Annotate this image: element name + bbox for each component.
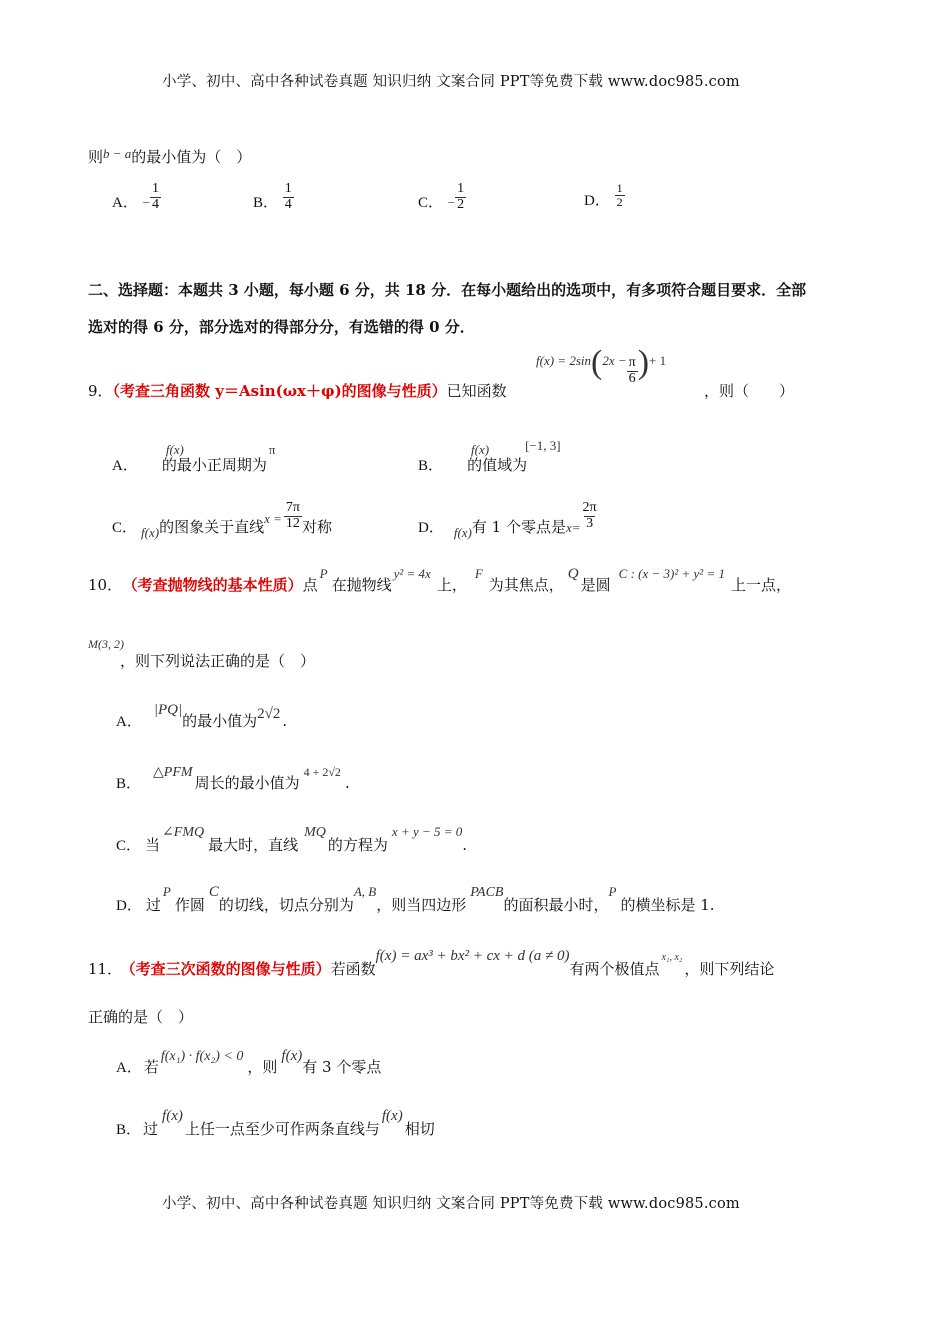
option-letter: B． (253, 195, 279, 212)
math-P: P (162, 884, 171, 899)
math-fx: f(x) (281, 1048, 303, 1064)
formula-part: f(x) = 2sin (536, 353, 591, 368)
denominator: 12 (285, 515, 300, 531)
math-fx: f(x) (162, 1108, 183, 1124)
math-PACB: PACB (470, 885, 504, 900)
math-circle: C : (x − 3)² + y² = 1 (618, 566, 725, 581)
question-topic: （考查抛物线的基本性质） (130, 576, 303, 594)
math-MQ: MQ (304, 825, 326, 840)
fraction (627, 356, 638, 386)
q8-option-c[interactable] (418, 182, 466, 212)
question-number: 9． (88, 382, 113, 400)
q10-option-c[interactable] (116, 820, 468, 856)
math-fx: f(x) (141, 525, 160, 541)
option-text: 最大时，直线 (208, 836, 299, 854)
option-text: 的最小正周期为 (161, 456, 267, 474)
question-10-stem (88, 560, 791, 596)
question-topic: （考查三角函数 y＝Asin(ωx＋φ)的图像与性质） (112, 382, 447, 400)
math-fx: f(x) (381, 1108, 403, 1124)
option-letter: D． (418, 520, 444, 537)
option-text: 的方程为 (327, 836, 388, 854)
option-text: 的值域为 (467, 456, 528, 474)
stem-text: 点 (302, 576, 318, 594)
option-letter: D． (116, 898, 142, 914)
q8-stem (88, 146, 251, 167)
numerator: 1 (284, 181, 292, 196)
stem-text: 是圆 (580, 576, 611, 594)
numerator: 1 (616, 181, 623, 195)
option-value: 4 + 2√2 (303, 765, 341, 779)
option-letter: C． (116, 838, 142, 854)
option-letter: B． (116, 1122, 142, 1138)
question-11-stem (88, 940, 775, 980)
q9-option-a[interactable] (112, 438, 276, 478)
option-text: 相切 (404, 1120, 435, 1138)
math-fx: f(x) (453, 525, 472, 541)
sign: − (447, 195, 456, 211)
q11-option-a[interactable] (116, 1040, 382, 1080)
q9-option-b[interactable] (418, 438, 561, 478)
option-text: 的最小值为 (182, 712, 258, 730)
option-text: ，则 (247, 1058, 278, 1076)
option-text: 的图象关于直线 (159, 518, 265, 537)
option-value: [−1, 3] (525, 438, 561, 453)
option-text: 的横坐标是 1. (620, 896, 715, 914)
formula-part: 2x − (602, 353, 627, 368)
formula-part: + 1 (649, 353, 667, 368)
q11-option-b[interactable] (116, 1102, 435, 1142)
math-parabola: y² = 4x (393, 566, 431, 581)
option-letter: A． (112, 195, 138, 212)
option-text: 有 3 个零点 (302, 1058, 382, 1076)
denominator: 2 (616, 194, 623, 209)
option-value: π (268, 442, 276, 457)
numerator: π (628, 354, 636, 370)
option-value: x + y − 5 = 0 (391, 824, 463, 839)
math-P: P (608, 884, 617, 899)
option-text: ，则当四边形 (376, 896, 467, 914)
question-topic: （考查三次函数的图像与性质） (128, 960, 331, 978)
section-2-instructions-line1: 二、选择题：本题共 3 小题，每小题 6 分，共 18 分．在每小题给出的选项中，有多项符合题目要求．全部 (88, 281, 807, 299)
fraction (581, 501, 599, 531)
math-condition: f(x₁) · f(x₂) < 0 (160, 1049, 244, 1064)
math-angle: ∠FMQ (162, 825, 205, 840)
math-F: F (474, 566, 483, 581)
fraction (455, 182, 466, 212)
q9-stem-post: ，则（ ） (704, 382, 795, 400)
stem-text: 为其焦点， (488, 576, 564, 594)
stem-text: 上， (436, 576, 467, 594)
option-text: 周长的最小值为 (194, 774, 300, 792)
q9-option-c[interactable] (112, 496, 332, 544)
denominator: 4 (151, 196, 159, 212)
question-stem: 已知函数 (446, 382, 507, 400)
option-text: 对称 (301, 518, 332, 537)
option-text: 过 (145, 896, 161, 914)
question-number: 11． (88, 960, 123, 978)
numerator: 1 (151, 181, 159, 196)
period: . (344, 774, 350, 792)
q9-function-formula (536, 344, 667, 388)
fraction (150, 182, 161, 212)
option-letter: B． (418, 458, 444, 474)
option-letter: A． (116, 714, 142, 730)
option-text: 作圆 (174, 896, 205, 914)
q10-option-d[interactable] (116, 880, 715, 920)
q8-option-b[interactable] (253, 182, 294, 212)
question-number: 10． (88, 576, 123, 594)
option-letter: C． (418, 195, 444, 212)
right-paren: ) (637, 344, 650, 381)
question-11-stem-line2: 正确的是（ ） (88, 1008, 194, 1026)
stem-text: 若函数 (330, 960, 376, 978)
stem-text: 上一点， (730, 576, 791, 594)
math-x-eq: x = (264, 511, 282, 527)
numerator: 7π (285, 500, 300, 515)
fraction (283, 182, 294, 212)
option-text: 若 (143, 1058, 159, 1076)
math-PQ: |PQ| (153, 702, 183, 718)
denominator: 3 (586, 515, 594, 531)
option-letter: C． (112, 520, 138, 537)
question-10-stem-line2 (88, 632, 319, 668)
math-Q: Q (567, 566, 579, 582)
fraction (615, 182, 625, 208)
q10-option-a[interactable] (116, 696, 288, 732)
option-letter: D． (584, 193, 610, 210)
math-triangle: △PFM (153, 765, 193, 780)
q8-stem-math: b − a (103, 146, 132, 161)
stem-text: ，则下列结论 (684, 960, 775, 978)
option-value: 2√2 (257, 706, 281, 722)
math-P: P (319, 566, 328, 581)
numerator: 1 (457, 181, 465, 196)
period: . (462, 836, 468, 854)
option-letter: B． (116, 776, 142, 792)
math-cubic: f(x) = ax³ + bx² + cx + d (a ≠ 0) (375, 948, 570, 964)
numerator: 2π (582, 500, 597, 515)
left-paren: ( (590, 344, 603, 381)
denominator: 4 (284, 196, 292, 212)
option-text: 的切线，切点分别为 (218, 896, 354, 914)
section-2-instructions-line2: 选对的得 6 分，部分选对的得部分分，有选错的得 0 分． (88, 318, 475, 336)
q8-stem-pre: 则 (88, 148, 104, 166)
denominator: 2 (457, 196, 465, 212)
stem-text: ，则下列说法正确的是（ ） (120, 652, 316, 670)
page-header: 小学、初中、高中各种试卷真题 知识归纳 文案合同 PPT等免费下载 www.doc985.com (162, 74, 740, 90)
denominator: 6 (628, 370, 636, 386)
math-C: C (208, 884, 219, 900)
option-letter: A． (112, 458, 138, 474)
option-text: 上任一点至少可作两条直线与 (184, 1120, 380, 1138)
page-footer: 小学、初中、高中各种试卷真题 知识归纳 文案合同 PPT等免费下载 www.doc985.com (162, 1196, 740, 1212)
option-text: 当 (145, 836, 161, 854)
math-fx: f(x) (471, 442, 490, 457)
math-x1x2: x₁, x₂ (661, 952, 683, 963)
math-x-eq: x= (565, 520, 581, 536)
q10-option-b[interactable] (116, 758, 350, 794)
period: . (282, 712, 288, 730)
stem-text: 在抛物线 (331, 576, 392, 594)
q8-option-d[interactable] (584, 182, 625, 208)
math-M: M(3, 2) (88, 637, 124, 651)
q8-option-a[interactable] (112, 182, 161, 212)
question-9-stem (88, 350, 507, 400)
option-text: 过 (143, 1120, 159, 1138)
option-text: 的面积最小时， (503, 896, 609, 914)
math-AB: A, B (353, 884, 377, 899)
sign: − (142, 195, 150, 211)
q8-stem-post: 的最小值为（ ） (131, 148, 252, 166)
option-text: 有 1 个零点是 (471, 518, 566, 537)
option-letter: A． (116, 1060, 142, 1076)
stem-text: 有两个极值点 (569, 960, 660, 978)
fraction (284, 501, 302, 531)
math-fx: f(x) (165, 442, 184, 457)
